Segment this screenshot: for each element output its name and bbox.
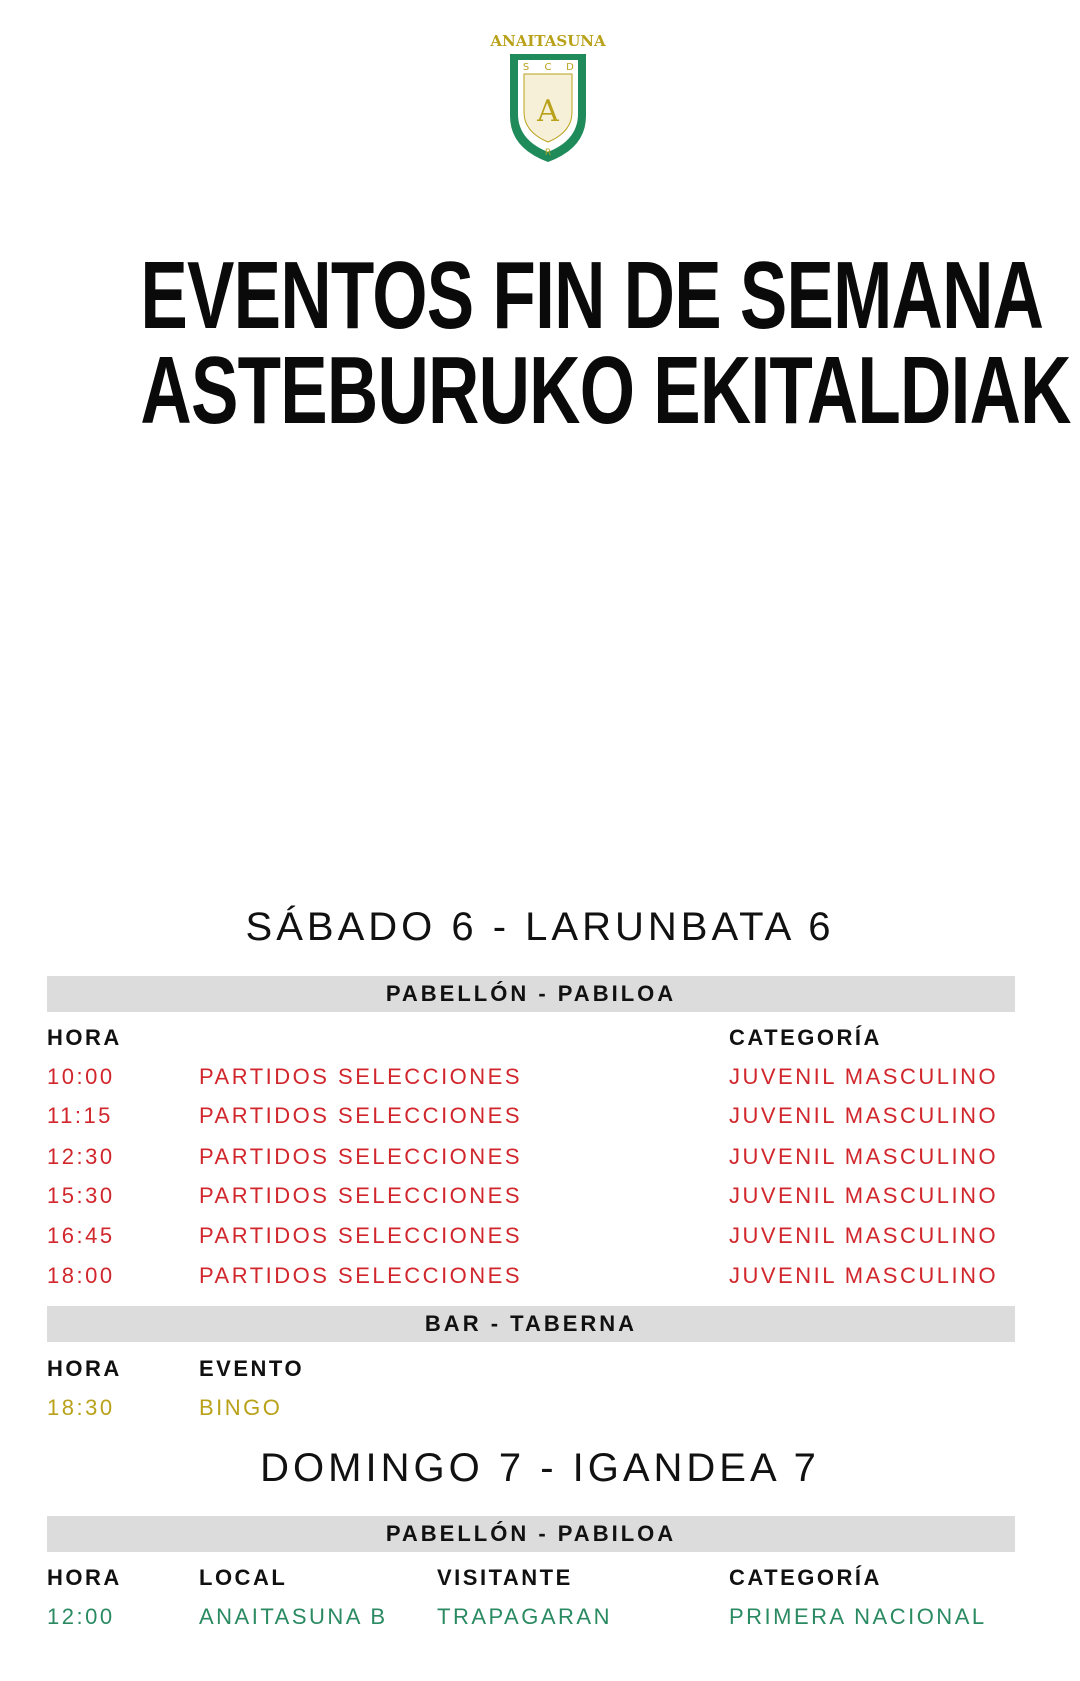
row-evento: PARTIDOS SELECCIONES	[199, 1183, 523, 1208]
table-row	[0, 1604, 1080, 1636]
row-evento: PARTIDOS SELECCIONES	[199, 1223, 523, 1248]
sunday-heading: DOMINGO 7 - IGANDEA 7	[260, 1446, 820, 1490]
table-row	[0, 1064, 1080, 1096]
svg-text:S: S	[522, 62, 530, 73]
col-categoria: CATEGORÍA	[729, 1565, 882, 1590]
table-header	[0, 1356, 1080, 1388]
col-hora: HORA	[47, 1565, 122, 1590]
row-evento: PARTIDOS SELECCIONES	[199, 1103, 523, 1128]
row-categoria: JUVENIL MASCULINO	[729, 1144, 999, 1169]
row-categoria: JUVENIL MASCULINO	[729, 1064, 999, 1089]
row-categoria: JUVENIL MASCULINO	[729, 1263, 999, 1288]
svg-text:A: A	[537, 94, 559, 129]
row-hora: 12:30	[47, 1144, 115, 1169]
row-visitante: TRAPAGARAN	[437, 1604, 612, 1629]
svg-text:ANAITASUNA: ANAITASUNA	[490, 32, 606, 50]
col-categoria: CATEGORÍA	[729, 1025, 882, 1050]
row-hora: 12:00	[47, 1604, 115, 1629]
table-row	[0, 1263, 1080, 1295]
row-hora: 18:30	[47, 1395, 115, 1420]
row-evento: PARTIDOS SELECCIONES	[199, 1064, 523, 1089]
section-bar-pabellon: PABELLÓN - PABILOA	[47, 976, 1015, 1012]
row-categoria: PRIMERA NACIONAL	[729, 1604, 987, 1629]
col-visitante: VISITANTE	[437, 1565, 573, 1590]
page-title-es: EVENTOS FIN DE SEMANA	[140, 242, 1044, 349]
table-header	[0, 1565, 1080, 1597]
svg-text:D: D	[566, 62, 574, 73]
row-evento: PARTIDOS SELECCIONES	[199, 1144, 523, 1169]
row-hora: 16:45	[47, 1223, 115, 1248]
row-local: ANAITASUNA B	[199, 1604, 388, 1629]
page-title-eu: ASTEBURUKO EKITALDIAK	[140, 337, 1071, 444]
table-row	[0, 1395, 1080, 1427]
section-bar-pabellon: PABELLÓN - PABILOA	[47, 1516, 1015, 1552]
row-evento: BINGO	[199, 1395, 283, 1420]
svg-text:R: R	[544, 148, 552, 158]
section-bar-bar: BAR - TABERNA	[47, 1306, 1015, 1342]
row-hora: 10:00	[47, 1064, 115, 1089]
row-hora: 18:00	[47, 1263, 115, 1288]
col-evento: EVENTO	[199, 1356, 305, 1381]
col-hora: HORA	[47, 1356, 122, 1381]
row-categoria: JUVENIL MASCULINO	[729, 1103, 999, 1128]
row-hora: 15:30	[47, 1183, 115, 1208]
svg-text:C: C	[544, 62, 552, 73]
club-crest-logo	[490, 30, 606, 166]
table-row	[0, 1144, 1080, 1176]
saturday-heading: SÁBADO 6 - LARUNBATA 6	[245, 905, 835, 949]
row-hora: 11:15	[47, 1103, 113, 1128]
col-hora: HORA	[47, 1025, 122, 1050]
table-row	[0, 1103, 1080, 1135]
table-row	[0, 1223, 1080, 1255]
table-header	[0, 1025, 1080, 1057]
row-categoria: JUVENIL MASCULINO	[729, 1183, 999, 1208]
row-evento: PARTIDOS SELECCIONES	[199, 1263, 523, 1288]
col-local: LOCAL	[199, 1565, 288, 1590]
table-row	[0, 1183, 1080, 1215]
row-categoria: JUVENIL MASCULINO	[729, 1223, 999, 1248]
